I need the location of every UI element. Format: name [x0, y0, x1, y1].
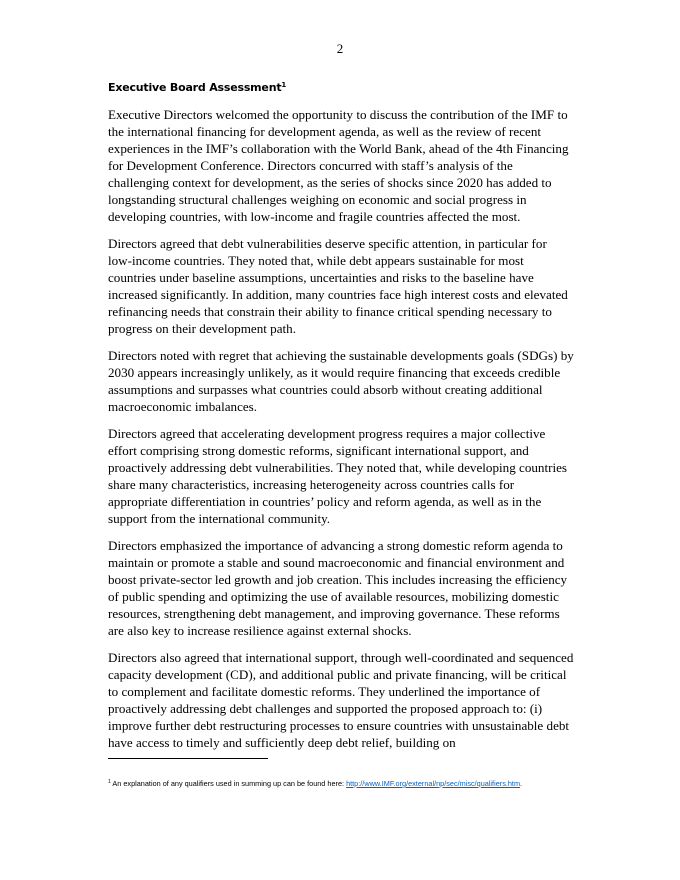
- footnote-marker: 1: [108, 779, 111, 785]
- footnote-text: An explanation of any qualifiers used in summing up can be found here:: [112, 779, 347, 788]
- footnote-reference[interactable]: 1: [281, 81, 287, 89]
- body-text: [108, 106, 574, 761]
- paragraph-debt-vulnerabilities: Directors agreed that debt vulnerabilities deserve specific attention, in particular for low-income countries. They noted that, while debt appears sustainable for most countries under baseline assumptions, uncertainties and risks to the baseline have increased significantly. In addition, many countries face high interest costs and elevated refinancing needs that constrain their ability to finance critical spending necessary to progress on their development path.: [108, 236, 568, 336]
- section-title: Executive Board Assessment: [108, 81, 282, 94]
- paragraph-domestic-reform: Directors emphasized the importance of advancing a strong domestic reform agenda to maintain or promote a stable and sound macroeconomic and financial environment and boost private-sector led growth and job creation. This includes increasing the efficiency of public spending and optimizing the use of available resources, mobilizing domestic resources, strengthening debt management, and improving governance. These reforms are also key to increase resilience against external shocks.: [108, 538, 568, 638]
- paragraph-international-support: Directors also agreed that international support, through well-coordinated and sequenced capacity development (CD), and additional public and private financing, will be critical to complement and facilitate domestic reforms. They underlined the importance of proactively addressing debt challenges and supported the proposed approach to: (i) improve further debt restructuring processes to ensure countries with unsustainable debt have access to timely and sufficiently deep debt relief, building on: [108, 650, 574, 750]
- footnote-suffix: .: [520, 779, 523, 788]
- paragraph-development-progress: Directors agreed that accelerating development progress requires a major collective effort comprising strong domestic reforms, significant international support, and proactively addressing debt vulnerabilities. They noted that, while developing countries share many characteristics, increasing heterogeneity across countries calls for appropriate differentiation in countries’ policy and reform agenda, as well as in the support from the international community.: [108, 426, 568, 526]
- paragraph-sdgs: Directors noted with regret that achieving the sustainable developments goals (SDGs) by 2030 appears increasingly unlikely, as it would require financing that exceeds credible assumptions and surpasses what countries could absorb without creating additional macroeconomic imbalances.: [108, 348, 574, 414]
- footnote: [108, 778, 628, 789]
- section-heading: [108, 80, 286, 96]
- footnote-separator: [108, 758, 268, 759]
- page-number: 2: [336, 41, 344, 56]
- qualifiers-link[interactable]: http://www.IMF.org/external/np/sec/misc/qualifiers.htm: [346, 779, 521, 788]
- paragraph-welcome: Executive Directors welcomed the opportunity to discuss the contribution of the IMF to the international financing for development agenda, as well as the review of recent experiences in the IMF’s collaboration with the World Bank, ahead of the 4th Financing for Development Conference. Directors concurred with staff’s analysis of the challenging context for development, as the series of shocks since 2020 has added to longstanding structural challenges weighing on economic and social progress in developing countries, with low-income and fragile countries affected the most.: [108, 107, 569, 224]
